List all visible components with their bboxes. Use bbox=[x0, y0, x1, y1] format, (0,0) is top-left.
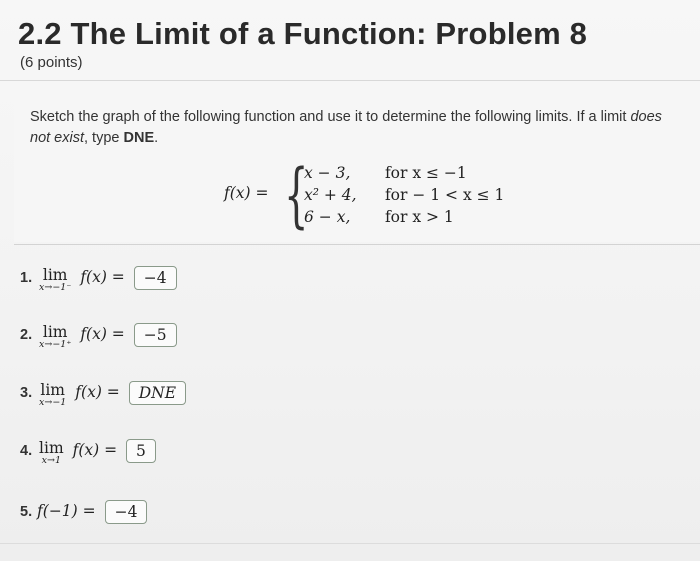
limit-subscript: x→−1⁻ bbox=[39, 282, 72, 293]
question-number: 4. bbox=[20, 443, 33, 459]
prompt-text: . bbox=[154, 130, 159, 146]
page-title: 2.2 The Limit of a Function: Problem 8 bbox=[18, 16, 588, 51]
limit-expression: f(x) = bbox=[75, 383, 120, 401]
question-number: 5. bbox=[20, 504, 33, 520]
limit-subscript: x→−1 bbox=[39, 397, 67, 408]
limit-expression: f(x) = bbox=[80, 268, 125, 286]
limit-word: lim bbox=[42, 266, 68, 284]
piece-condition: for x ≤ −1 bbox=[384, 164, 467, 182]
function-expression: f(−1) = bbox=[37, 502, 96, 520]
question-number: 1. bbox=[20, 270, 33, 286]
limit-word: lim bbox=[39, 439, 64, 457]
answer-input[interactable]: −4 bbox=[134, 266, 177, 290]
question-3 bbox=[20, 381, 186, 408]
piece-expression: x − 3, bbox=[304, 164, 351, 182]
piece-condition: for − 1 < x ≤ 1 bbox=[384, 186, 505, 204]
answer-input[interactable]: −5 bbox=[134, 323, 177, 347]
divider bbox=[0, 80, 700, 81]
question-number: 3. bbox=[20, 385, 33, 401]
question-1 bbox=[20, 266, 177, 293]
limit-operator bbox=[39, 439, 64, 466]
limit-expression: f(x) = bbox=[80, 325, 125, 343]
function-lhs: f(x) = bbox=[224, 184, 269, 202]
limit-operator bbox=[39, 266, 71, 293]
piece-expression: 6 − x, bbox=[304, 208, 351, 226]
answer-input[interactable]: −4 bbox=[105, 500, 148, 524]
limit-word: lim bbox=[42, 323, 68, 341]
question-4 bbox=[20, 439, 156, 466]
answer-input[interactable]: 5 bbox=[126, 439, 156, 463]
prompt-text: Sketch the graph of the following function and use it to determine the following limits. If a limit bbox=[30, 109, 631, 125]
limit-operator bbox=[39, 381, 66, 408]
limit-expression: f(x) = bbox=[72, 441, 118, 459]
limit-subscript: x→−1⁺ bbox=[39, 339, 72, 350]
prompt-bold: DNE bbox=[123, 130, 155, 146]
divider bbox=[0, 543, 700, 544]
prompt-text: , type bbox=[84, 130, 124, 146]
answer-input[interactable]: DNE bbox=[129, 381, 186, 405]
question-5 bbox=[20, 500, 147, 524]
problem-prompt bbox=[30, 107, 680, 149]
question-2 bbox=[20, 323, 177, 350]
divider bbox=[14, 244, 700, 245]
limit-word: lim bbox=[40, 381, 65, 399]
piece-row bbox=[304, 186, 504, 204]
prompt-italic: does not exist bbox=[30, 109, 662, 146]
limit-operator bbox=[39, 323, 71, 350]
piece-row bbox=[304, 208, 454, 226]
piece-row bbox=[304, 164, 467, 182]
piece-expression: x² + 4, bbox=[304, 186, 357, 204]
left-brace: { bbox=[284, 154, 309, 236]
piece-condition: for x > 1 bbox=[384, 208, 454, 226]
limit-subscript: x→1 bbox=[41, 455, 62, 466]
question-number: 2. bbox=[20, 327, 33, 343]
points-label: (6 points) bbox=[20, 54, 83, 71]
